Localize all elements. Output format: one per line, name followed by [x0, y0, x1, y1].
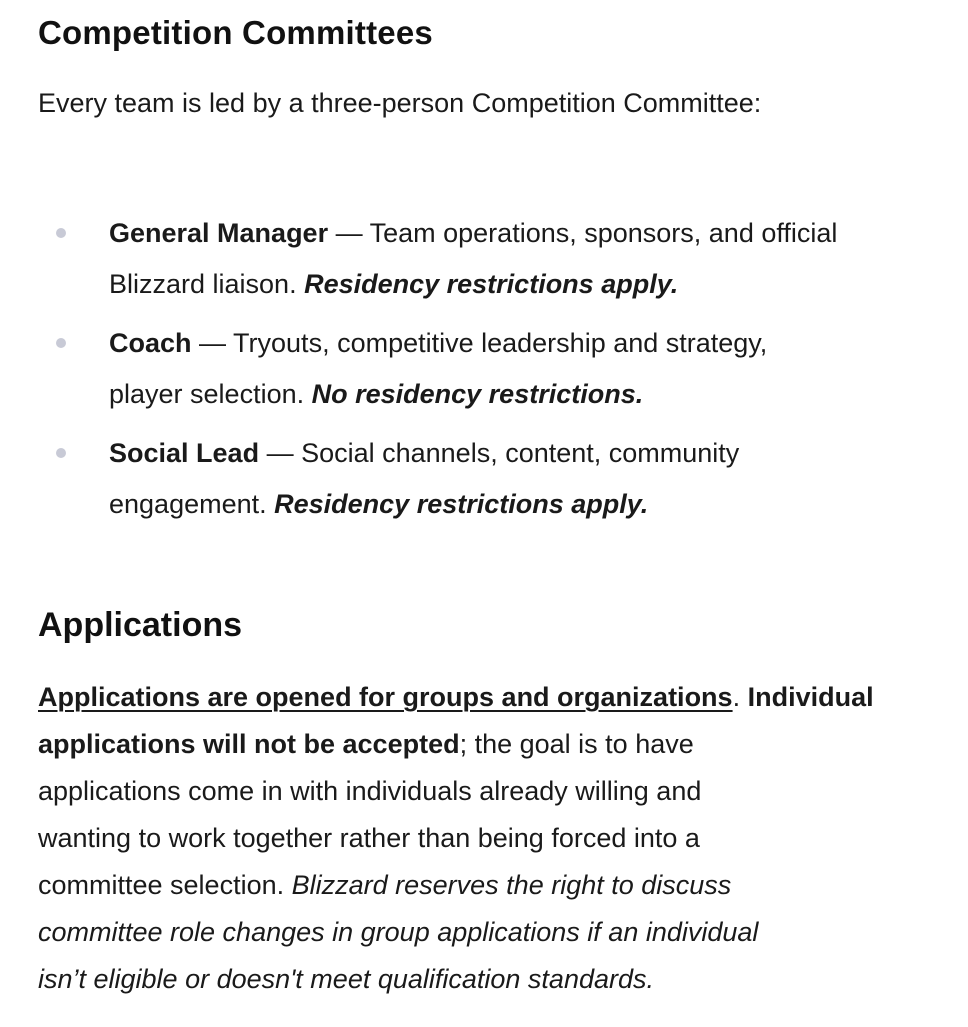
applications-paragraph: Applications are opened for groups and organizations. Individual applications will not be accepted; the goal is to have applications come in with individuals already willing and wanting to work together rather than being forced into a committee selection. Blizzard reserves the right to discuss committee role changes in group applications if an individual isn’t eligible or doesn't meet qualification standards.: [38, 674, 938, 1003]
italic-note: isn’t eligible or doesn't meet qualification standards.: [38, 964, 655, 994]
role-desc: engagement.: [109, 489, 275, 519]
role-desc: Social channels, content, community: [301, 438, 740, 468]
residency-note: Residency restrictions apply.: [304, 269, 679, 299]
bullet-icon: [56, 228, 66, 238]
italic-note: Blizzard reserves the right to discuss: [291, 870, 732, 900]
role-dash: —: [328, 218, 370, 248]
section-heading-applications: Applications: [38, 606, 243, 644]
role-desc: player selection.: [109, 379, 312, 409]
list-item-social-lead: [38, 428, 928, 530]
role-desc: Tryouts, competitive leadership and strategy,: [233, 328, 768, 358]
role-dash: —: [191, 328, 234, 358]
intro-text: Every team is led by a three-person Competition Committee:: [38, 88, 762, 118]
residency-note: No residency restrictions.: [311, 379, 644, 409]
bullet-icon: [56, 448, 66, 458]
underlined-statement: Applications are opened for groups and organizations: [38, 682, 733, 712]
bold-statement: Individual: [747, 682, 874, 712]
roles-list: [38, 208, 928, 538]
bullet-icon: [56, 338, 66, 348]
role-title: General Manager: [109, 218, 329, 248]
residency-note: Residency restrictions apply.: [274, 489, 649, 519]
bold-statement: applications will not be accepted: [38, 729, 460, 759]
section-heading-competition-committees: Competition Committees: [38, 14, 433, 51]
role-dash: —: [259, 438, 302, 468]
role-desc: Team operations, sponsors, and official: [369, 218, 838, 248]
role-title: Social Lead: [109, 438, 260, 468]
role-desc: Blizzard liaison.: [109, 269, 305, 299]
italic-note: committee role changes in group applications if an individual: [38, 917, 759, 947]
list-item-general-manager: [38, 208, 928, 310]
role-title: Coach: [109, 328, 192, 358]
list-item-coach: [38, 318, 928, 420]
